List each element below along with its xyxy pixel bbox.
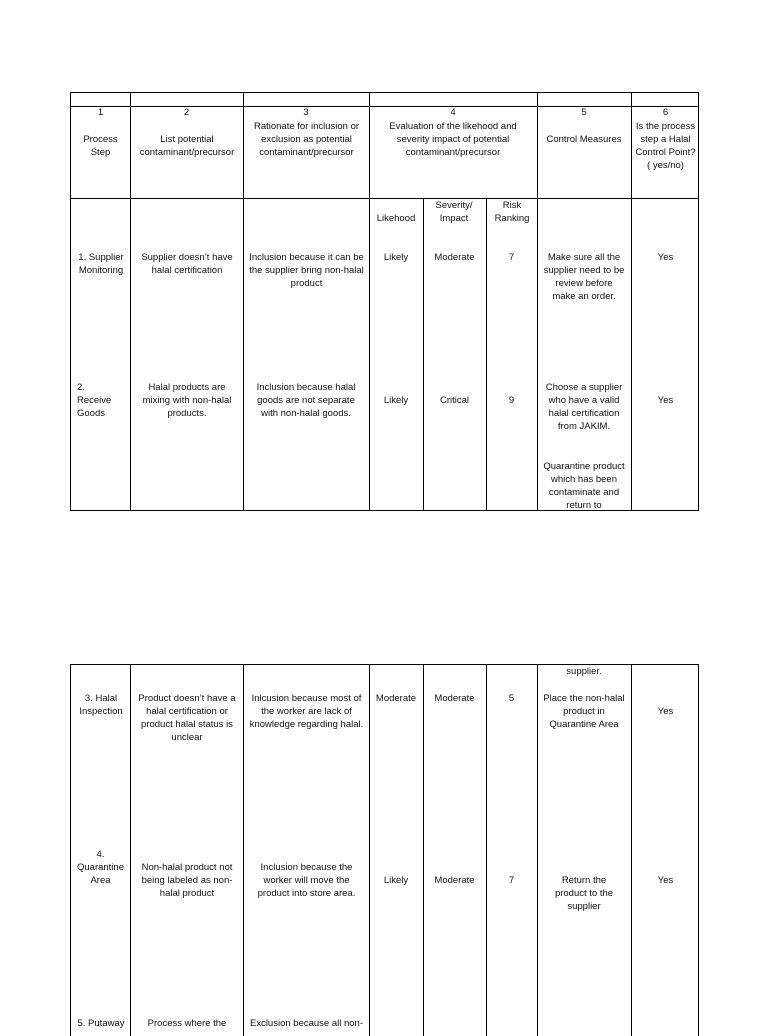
column-divider (243, 93, 244, 510)
row-1-severity: Moderate (434, 252, 475, 263)
heading-process-step: Process Step (83, 134, 118, 158)
column-divider (369, 93, 370, 510)
row-4-control: Return the product to the supplier (554, 875, 614, 912)
column-divider (537, 665, 538, 1036)
row-1-hcp: Yes (657, 252, 674, 263)
column-divider (486, 665, 487, 1036)
row-2-control-continued: supplier. (566, 666, 602, 677)
row-3-risk: 5 (508, 693, 515, 704)
column-number: 5 (581, 107, 587, 118)
row-1-control: Make sure all the supplier need to be review before make an order. (543, 252, 625, 302)
row-4-hcp: Yes (657, 875, 674, 886)
row-2-severity: Critical (439, 395, 470, 406)
row-3-contaminant: Product doesn’t have a halal certification or product halal status is unclear (138, 693, 236, 743)
row-2-hcp: Yes (657, 395, 674, 406)
row-3-control: Place the non-halal product in Quarantine Area (543, 693, 625, 730)
column-divider (631, 93, 632, 510)
heading-evaluation: Evaluation of the likehood and severity impact of potential contaminant/precursor (389, 121, 517, 158)
heading-rationale: Rationate for inclusion or exclusion as potential contaminant/precursor (253, 121, 360, 158)
column-divider (243, 665, 244, 1036)
row-4-step: 4. Quarantine Area (76, 849, 124, 886)
row-4-severity: Moderate (434, 875, 475, 886)
row-4-contaminant: Non-halal product not being labeled as non-halal product (141, 862, 233, 899)
subheading-severity: Severity/ Impact (435, 200, 473, 224)
row-3-rationale: Inlcusion because most of the worker are lack of knowledge regarding halal. (249, 693, 364, 730)
column-divider (369, 665, 370, 1036)
column-number: 6 (662, 107, 669, 118)
hcp-table-part-1 (70, 92, 699, 511)
row-2-likehood: Likely (383, 395, 409, 406)
row-2-control-extra: Quarantine product which has been contaminate and return to (543, 461, 625, 511)
row-1-contaminant: Supplier doesn’t have halal certification (141, 252, 233, 276)
row-2-risk: 9 (508, 395, 515, 406)
column-divider (423, 198, 424, 510)
heading-contaminant: List potential contaminant/precursor (139, 134, 235, 158)
row-1-rationale: Inclusion because it can be the supplier bring non-halal product (249, 252, 364, 289)
hcp-table-part-2 (70, 664, 699, 1036)
row-3-step: 3. Halal Inspection (79, 693, 123, 717)
row-1-step: 1. Supplier Monitoring (78, 252, 124, 276)
row-3-hcp: Yes (657, 706, 674, 717)
column-divider (537, 93, 538, 510)
row-1-likehood: Likely (383, 252, 409, 263)
heading-control-measures: Control Measures (546, 134, 622, 145)
subheading-likehood: Likehood (376, 213, 416, 224)
column-divider (130, 665, 131, 1036)
row-5-step: 5. Putaway (77, 1018, 125, 1029)
row-2-contaminant: Halal products are mixing with non-halal products. (142, 382, 232, 419)
row-4-likehood: Likely (383, 875, 409, 886)
column-number: 4 (450, 107, 456, 118)
column-divider (486, 198, 487, 510)
column-number: 1 (97, 107, 104, 118)
column-divider (423, 665, 424, 1036)
column-number: 2 (183, 107, 190, 118)
row-3-likehood: Moderate (375, 693, 417, 704)
row-4-risk: 7 (508, 875, 515, 886)
subheading-risk: Risk Ranking (494, 200, 530, 224)
column-divider (631, 665, 632, 1036)
row-4-rationale: Inclusion because the worker will move the product into store area. (257, 862, 356, 899)
row-2-step: 2. Receive Goods (77, 382, 112, 419)
column-divider (130, 93, 131, 510)
row-1-risk: 7 (508, 252, 515, 263)
row-5-contaminant: Process where the (147, 1018, 227, 1029)
row-3-severity: Moderate (434, 693, 475, 704)
row-divider (71, 198, 698, 199)
row-5-rationale: Exclusion because all non- (249, 1018, 363, 1029)
row-2-control: Choose a supplier who have a valid halal certification from JAKIM. (545, 382, 623, 432)
heading-halal-control-point: Is the process step a Halal Control Point? ( yes/no) (635, 121, 696, 171)
row-2-rationale: Inclusion because halal goods are not separate with non-halal goods. (256, 382, 356, 419)
column-number: 3 (303, 107, 309, 118)
